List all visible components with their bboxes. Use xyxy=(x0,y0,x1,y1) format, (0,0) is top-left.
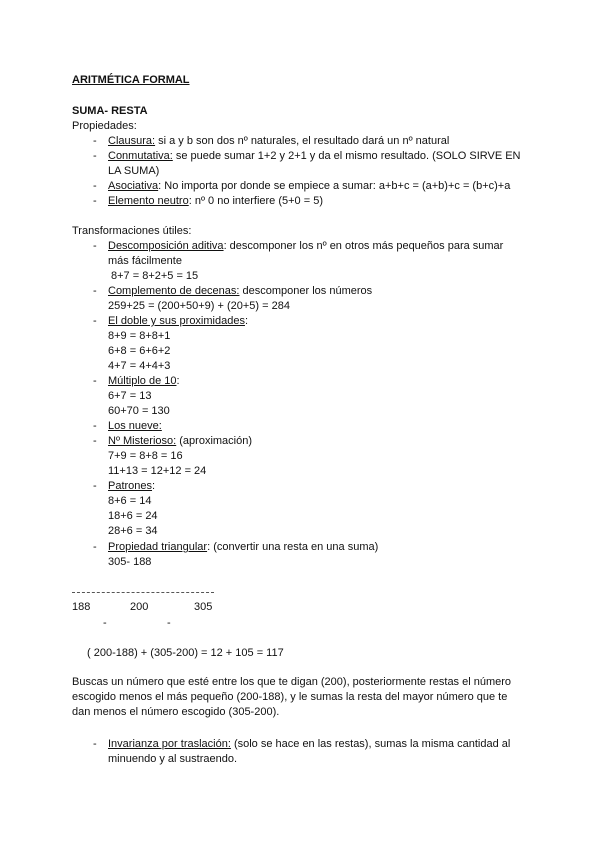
number-line-value: 305 xyxy=(194,601,213,613)
paragraph-line: escogido menos el más pequeño (200-188), y le sumas la resta del mayor número que te xyxy=(72,691,508,703)
example-line: 8+6 = 14 xyxy=(108,495,152,507)
bullet: - xyxy=(93,195,97,207)
document-title: ARITMÉTICA FORMAL xyxy=(72,74,190,86)
section-heading: SUMA- RESTA xyxy=(72,105,148,117)
example-line: 18+6 = 24 xyxy=(108,510,158,522)
bullet: - xyxy=(93,180,97,192)
bullet: - xyxy=(93,240,97,252)
list-item: Los nueve: xyxy=(108,420,162,432)
list-item: Múltiplo de 10: xyxy=(108,375,180,387)
list-item: Asociativa: No importa por donde se empiece a sumar: a+b+c = (a+b)+c = (b+c)+a xyxy=(108,180,511,192)
number-line-mark: - xyxy=(167,617,171,629)
transformaciones-heading: Transformaciones útiles: xyxy=(72,225,192,237)
example-line: 8+7 = 8+2+5 = 15 xyxy=(111,270,199,282)
list-item-continuation: minuendo y al sustraendo. xyxy=(108,753,238,765)
list-item: Conmutativa: se puede sumar 1+2 y 2+1 y da el mismo resultado. (SOLO SIRVE EN xyxy=(108,150,521,162)
example-line: 6+7 = 13 xyxy=(108,390,152,402)
formula: ( 200-188) + (305-200) = 12 + 105 = 117 xyxy=(87,647,284,659)
bullet: - xyxy=(93,435,97,447)
number-line-value: 188 xyxy=(72,601,91,613)
bullet: - xyxy=(93,150,97,162)
bullet: - xyxy=(93,480,97,492)
bullet: - xyxy=(93,541,97,553)
bullet: - xyxy=(93,315,97,327)
separator-line xyxy=(72,592,214,593)
bullet: - xyxy=(93,420,97,432)
example-line: 7+9 = 8+8 = 16 xyxy=(108,450,183,462)
example-line: 28+6 = 34 xyxy=(108,525,158,537)
list-item: Patrones: xyxy=(108,480,156,492)
paragraph-line: Buscas un número que esté entre los que te digan (200), posteriormente restas el número xyxy=(72,676,512,688)
example-line: 305- 188 xyxy=(108,556,152,568)
list-item: Propiedad triangular: (convertir una resta en una suma) xyxy=(108,541,379,553)
number-line-mark: - xyxy=(103,617,107,629)
list-item-continuation: LA SUMA) xyxy=(108,165,160,177)
paragraph-line: dan menos el número escogido (305-200). xyxy=(72,706,280,718)
number-line-value: 200 xyxy=(130,601,149,613)
list-item: Elemento neutro: nº 0 no interfiere (5+0 = 5) xyxy=(108,195,323,207)
bullet: - xyxy=(93,135,97,147)
list-item: Clausura: si a y b son dos nº naturales, el resultado dará un nº natural xyxy=(108,135,450,147)
bullet: - xyxy=(93,738,97,750)
propiedades-heading: Propiedades: xyxy=(72,120,137,132)
example-line: 60+70 = 130 xyxy=(108,405,170,417)
list-item: El doble y sus proximidades: xyxy=(108,315,249,327)
example-line: 259+25 = (200+50+9) + (20+5) = 284 xyxy=(108,300,290,312)
example-line: 11+13 = 12+12 = 24 xyxy=(108,465,207,477)
list-item-continuation: más fácilmente xyxy=(108,255,182,267)
list-item: Nº Misterioso: (aproximación) xyxy=(108,435,253,447)
list-item: Invarianza por traslación: (solo se hace en las restas), sumas la misma cantidad al xyxy=(108,738,511,750)
bullet: - xyxy=(93,375,97,387)
example-line: 4+7 = 4+4+3 xyxy=(108,360,171,372)
example-line: 6+8 = 6+6+2 xyxy=(108,345,171,357)
bullet: - xyxy=(93,285,97,297)
list-item: Descomposición aditiva: descomponer los nº en otros más pequeños para sumar xyxy=(108,240,504,252)
example-line: 8+9 = 8+8+1 xyxy=(108,330,171,342)
list-item: Complemento de decenas: descomponer los números xyxy=(108,285,373,297)
